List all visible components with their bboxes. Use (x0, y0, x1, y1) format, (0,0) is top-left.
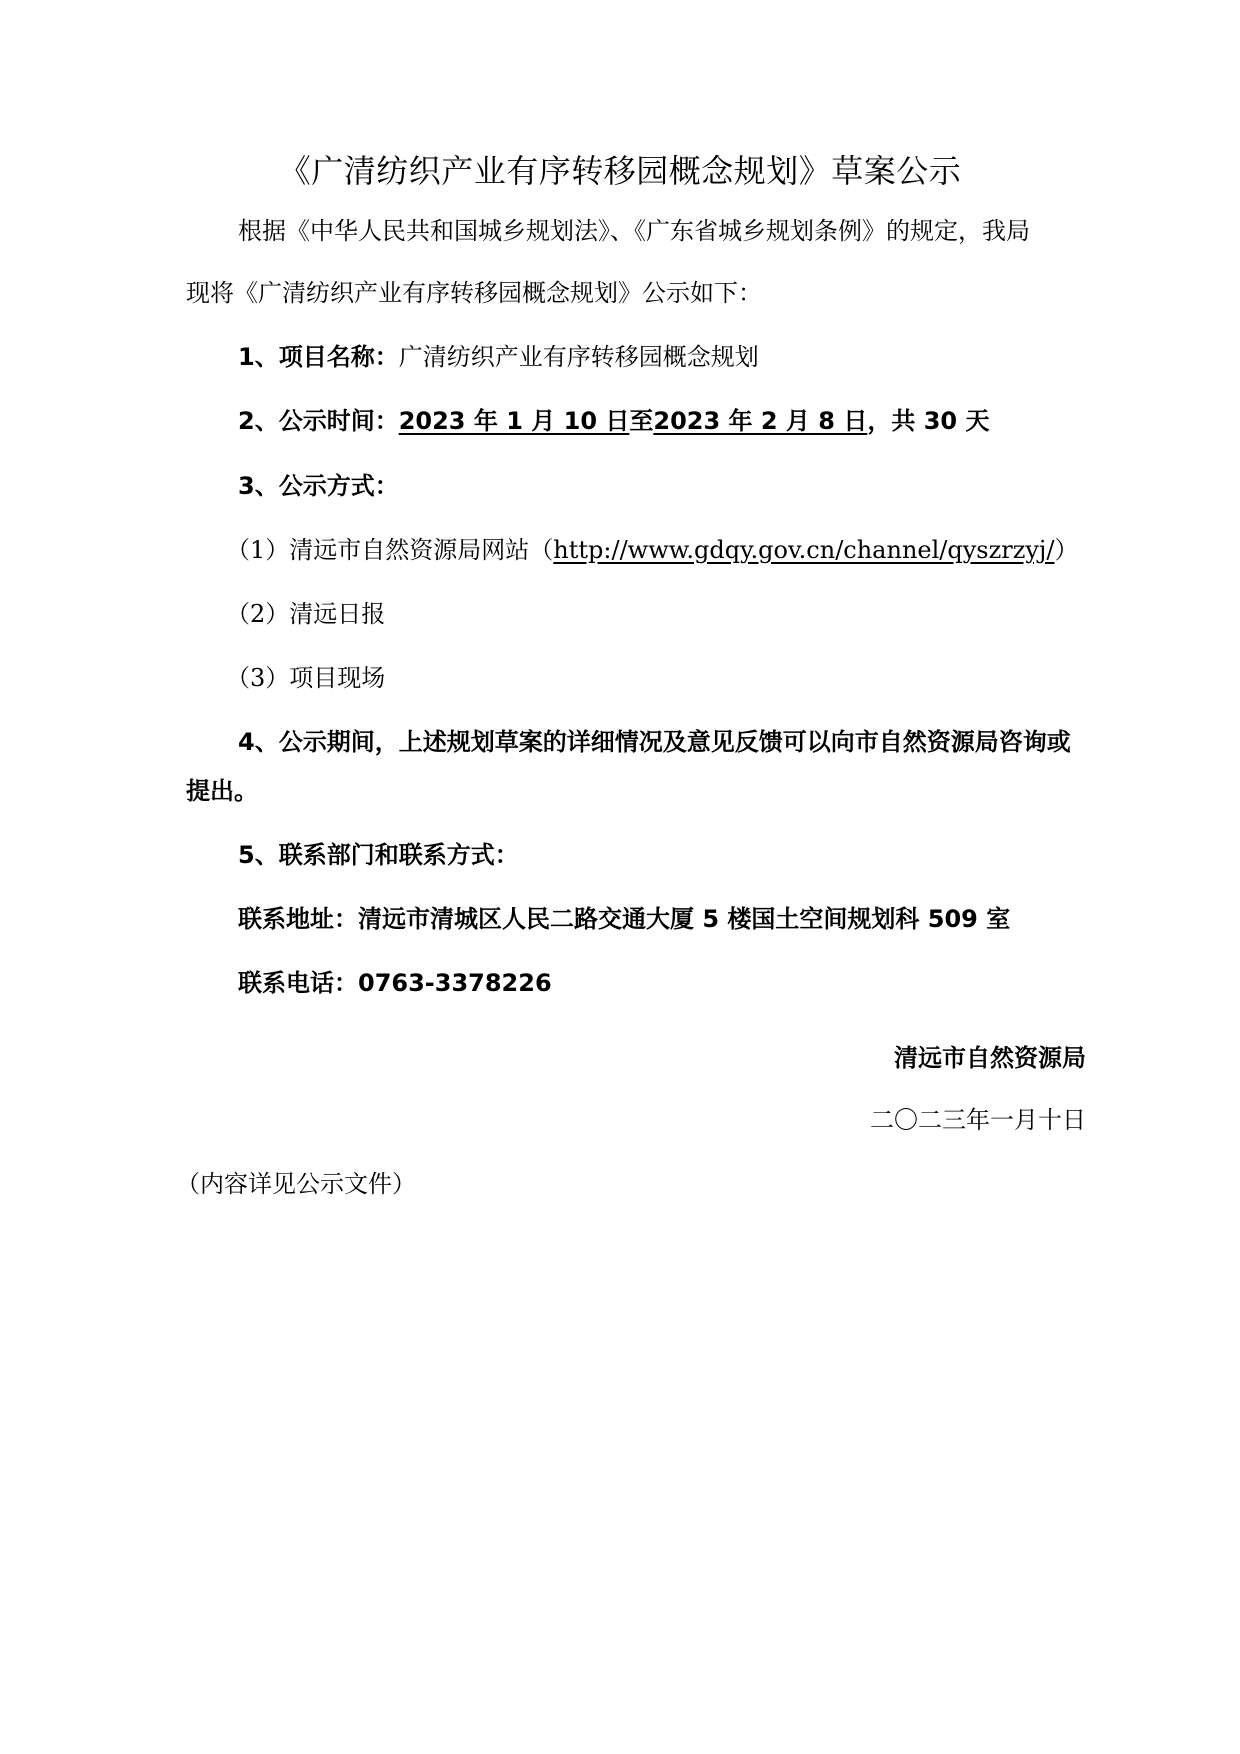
period-to: 至 (629, 407, 654, 435)
contact-phone: 联系电话：0763-3378226 (238, 969, 552, 997)
period-end-date: 2023 年 2 月 8 日 (653, 407, 868, 435)
method-website (226, 533, 1078, 567)
period-total-days: ，共 30 天 (867, 407, 990, 435)
period-start-date: 2023 年 1 月 10 日 (398, 407, 630, 435)
contact-address: 联系地址：清远市清城区人民二路交通大厦 5 楼国土空间规划科 509 室 (238, 905, 1011, 933)
item-project-name (238, 340, 759, 374)
item-publicity-period-label: 2、公示时间： (238, 407, 399, 435)
intro-line-2: 现将《广清纺织产业有序转移园概念规划》公示如下： (186, 279, 762, 307)
signature-date: 二〇二三年一月十日 (870, 1106, 1086, 1134)
item-feedback-line-1: 4、公示期间，上述规划草案的详细情况及意见反馈可以向市自然资源局咨询或 (238, 728, 1071, 756)
item-publicity-methods-label: 3、公示方式： (238, 472, 399, 500)
method-newspaper: （2）清远日报 (226, 600, 386, 628)
item-contact-label: 5、联系部门和联系方式： (238, 841, 519, 869)
method-website-suffix: ） (1054, 536, 1079, 564)
footnote: （内容详见公示文件） (176, 1170, 416, 1198)
item-publicity-period (238, 404, 989, 438)
page-title: 《广清纺织产业有序转移园概念规划》草案公示 (278, 152, 962, 190)
method-onsite: （3）项目现场 (226, 664, 386, 692)
item-feedback-line-2: 提出。 (186, 777, 258, 805)
method-website-prefix: （1）清远市自然资源局网站（ (226, 536, 554, 564)
website-link[interactable]: http://www.gdqy.gov.cn/channel/qyszrzyj/ (553, 536, 1055, 564)
item-project-name-value: 广清纺织产业有序转移园概念规划 (398, 343, 759, 371)
intro-line-1: 根据《中华人民共和国城乡规划法》、《广东省城乡规划条例》的规定，我局 (238, 217, 1030, 245)
item-project-name-label: 1、项目名称： (238, 343, 399, 371)
signature-org: 清远市自然资源局 (894, 1044, 1086, 1072)
